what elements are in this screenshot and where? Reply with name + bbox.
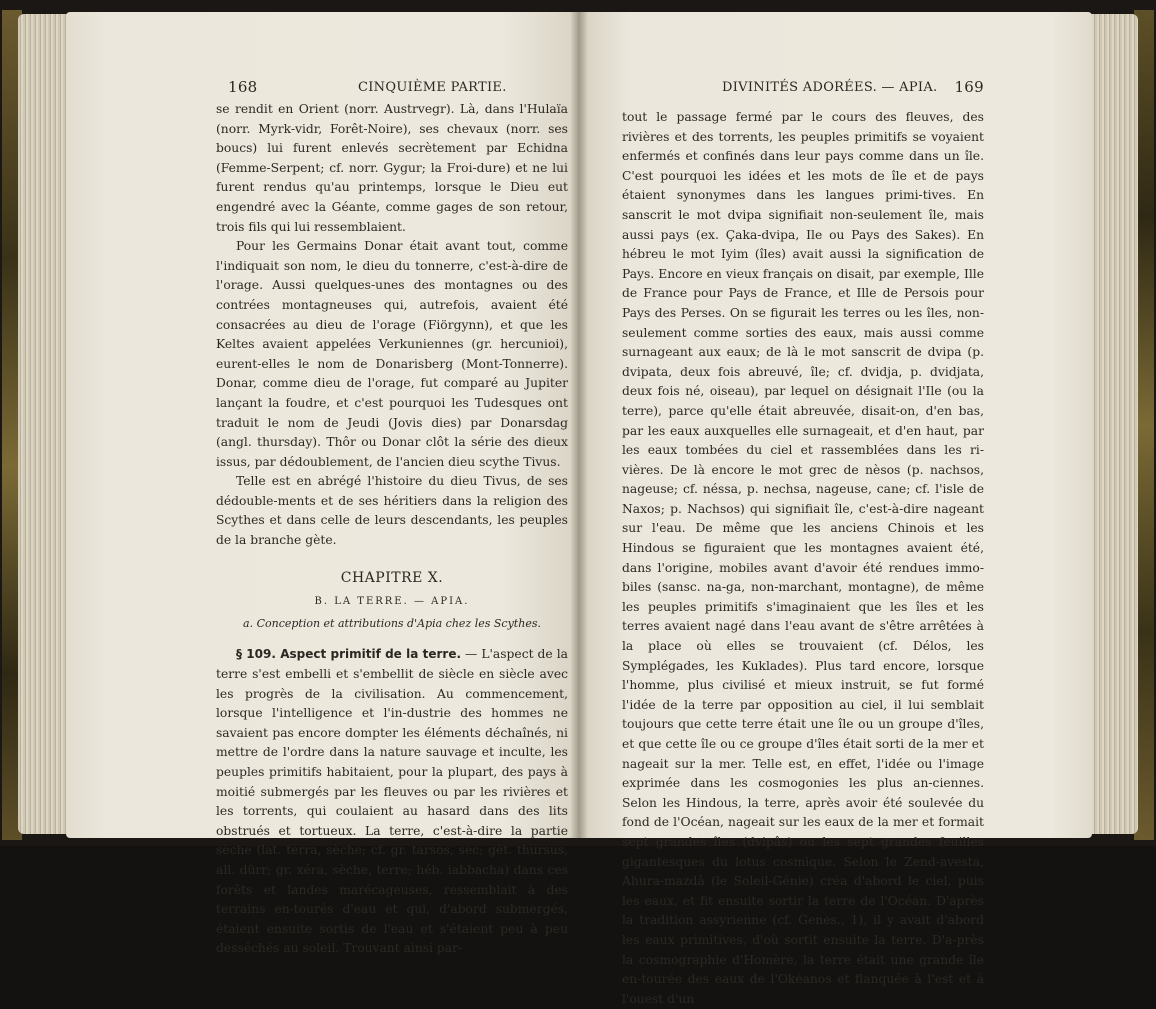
chapter-subtitle: B. LA TERRE. — APIA.	[314, 596, 470, 608]
right-running-head-wrap	[624, 78, 984, 98]
left-page-number: 168	[228, 78, 258, 96]
section-title: § 109. Aspect primitif de la terre.	[236, 647, 462, 662]
right-paragraph-1: tout le passage fermé par le cours des fleuves, des rivières et des torrents, les peuples primitifs se voyaient enfermés et confinés dans leur pays comme dans un île. C'est pourquoi les idées et les mots de île et de pays étaient synonymes dans les langues primi-tives. En sanscrit le mot dvipa signifiait non-seulement île, mais aussi pays (ex. Çaka-dvipa, Ile ou Pays des Sakes). En hébreu le mot Iyim (îles) avait aussi la signification de Pays. Encore en vieux français on disait, par exemple, Ille de France pour Pays de France, et Ille de Persois pour Pays des Perses. On se figurait les terres ou les îles, non-seulement comme sorties des eaux, mais aussi comme surnageant aux eaux; de là le mot sanscrit de dvipa (p. dvipata, deux fois abreuvé, île; cf. dvidja, p. dvidjata, deux fois né, oiseau), par lequel on désignait l'Ile (ou la terre), parce qu'elle était abreuvée, disait-on, d'en bas, par les eaux auxquelles elle surnageait, et d'en haut, par les eaux tombées du ciel et rassemblées dans les ri-vières. De là encore le mot grec de nèsos (p. nachsos, nageuse; cf. néssa, p. nechsa, nageuse, cane; cf. l'isle de Naxos; p. Nachsos) qui signifiait île, c'est-à-dire nageant sur l'eau. De même que les anciens Chinois et les Hindous se figuraient que les montagnes avaient été, dans l'origine, mobiles avant d'avoir été rendues immo-biles (sansc. na-ga, non-marchant, montagne), de même les peuples primitifs s'imaginaient que les îles et les terres avaient nagé dans l'eau avant de s'être arrêtées à la place où elles se trouvaient (cf. Délos, les Symplégades, les Kuklades). Plus tard encore, lorsque l'homme, plus civilisé et mieux instruit, se fut formé l'idée de la terre par opposition au ciel, il lui semblait toujours que cette terre était une île ou un groupe d'îles, et que cette île ou ce groupe d'îles était sorti de la mer et nageait sur la mer. Telle est, en effet, l'idée ou l'image exprimée dans les cosmogonies les plus an-ciennes. Selon les Hindous, la terre, après avoir été soulevée du fond de l'Océan, nageait sur les eaux de la mer et formait sept grandes îles (dvipâs) ou les sept grandes feuilles gigantesques du lotus cosmique. Selon le Zend-avesta, Ahura-mazdâ (le Soleil-Génie) créa d'abord le ciel, puis les eaux, et fit ensuite sortir la terre de l'Océan. D'après la tradition assyrienne (cf. Genes., 1), il y avait d'abord les eaux primitives, d'où sortit ensuite la terre. D'a-près la cosmographie d'Homère, la terre était une grande île en-tourée des eaux de l'Okéanos et flanquée à l'est et à l'ouest d'un	[622, 110, 984, 1006]
left-running-head-wrap	[228, 78, 568, 98]
page-edges-left	[18, 14, 70, 834]
left-running-head: CINQUIÈME PARTIE.	[358, 80, 507, 95]
right-page-number: 169	[954, 78, 984, 96]
left-paragraph-1: se rendit en Orient (norr. Austrvegr). Là, dans l'Hulaïa (norr. Myrk-vidr, Forêt-Noire), ses chevaux (norr. ses boucs) lui furent enlevés secrètement par Echidna (Femme-Serpent; cf. norr. Gygur; la Froi-dure) et ne lui furent rendus qu'au printemps, lorsque le Dieu eut engendré avec la Géante, comme gages de son retour, trois fils qui lui ressemblaient.	[216, 102, 568, 234]
chapter-note: a. Conception et attributions d'Apia chez les Scythes.	[243, 616, 541, 630]
left-page	[66, 12, 578, 956]
left-paragraph-2: Pour les Germains Donar était avant tout, comme l'indiquait son nom, le dieu du tonnerre, c'est-à-dire de l'orage. Aussi quelques-unes des montagnes ou des contrées montagneuses qui, autrefois, avaient été consacrées au dieu de l'orage (Fiörgynn), et que les Keltes avaient appelées Verkuniennes (gr. hercunioi), eurent-elles le nom de Donarisberg (Mont-Tonnerre). Donar, comme dieu de l'orage, fut comparé au Jupiter lançant la foudre, et c'est pourquoi les Tudesques ont traduit le nom de Jeudi (Jovis dies) par Donarsdag (angl. thursday). Thôr ou Donar clôt la série des dieux issus, par dédoublement, de l'ancien dieu scythe Tivus.	[216, 239, 568, 469]
chapter-title: CHAPITRE X.	[340, 569, 444, 586]
right-running-head: DIVINITÉS ADORÉES. — APIA.	[722, 80, 938, 95]
left-paragraph-3: Telle est en abrégé l'histoire du dieu Tivus, de ses dédouble-ments et de ses héritiers dans la religion des Scythes et dans celle de leurs descendants, les peuples de la branche gète.	[216, 474, 568, 548]
left-paragraph-4: — L'aspect de la terre s'est embelli et s'embellit de siècle en siècle avec les progrès de la civilisation. Au commencement, lorsque l'intelligence et l'in-dustrie des hommes ne savaient pas encore dompter les éléments déchaînés, ni mettre de l'ordre dans la nature sauvage et inculte, les peuples primitifs habitaient, pour la plupart, des pays à moitié submergés par les fleuves ou par les rivières et les torrents, qui coulaient au hasard dans des lits obstrués et tortueux. La terre, c'est-à-dire la partie sèche (lat. terra, sèche; cf. gr. tarsos, sec; gèt. thursus, all. dürr; gr. xéra, sèche, terre; héb. iabbacha) dans ces forêts et landes marécageuses, ressemblait à des terrains en-tourés d'eau et qui, d'abord submergés, étaient ensuite sortis de l'eau et s'étaient peu à peu desséchés au soleil. Trouvant ainsi par-	[216, 647, 568, 956]
right-page	[578, 12, 1092, 1006]
right-body-text	[622, 108, 984, 1009]
left-body-text	[216, 100, 568, 959]
book-gutter	[570, 12, 588, 838]
